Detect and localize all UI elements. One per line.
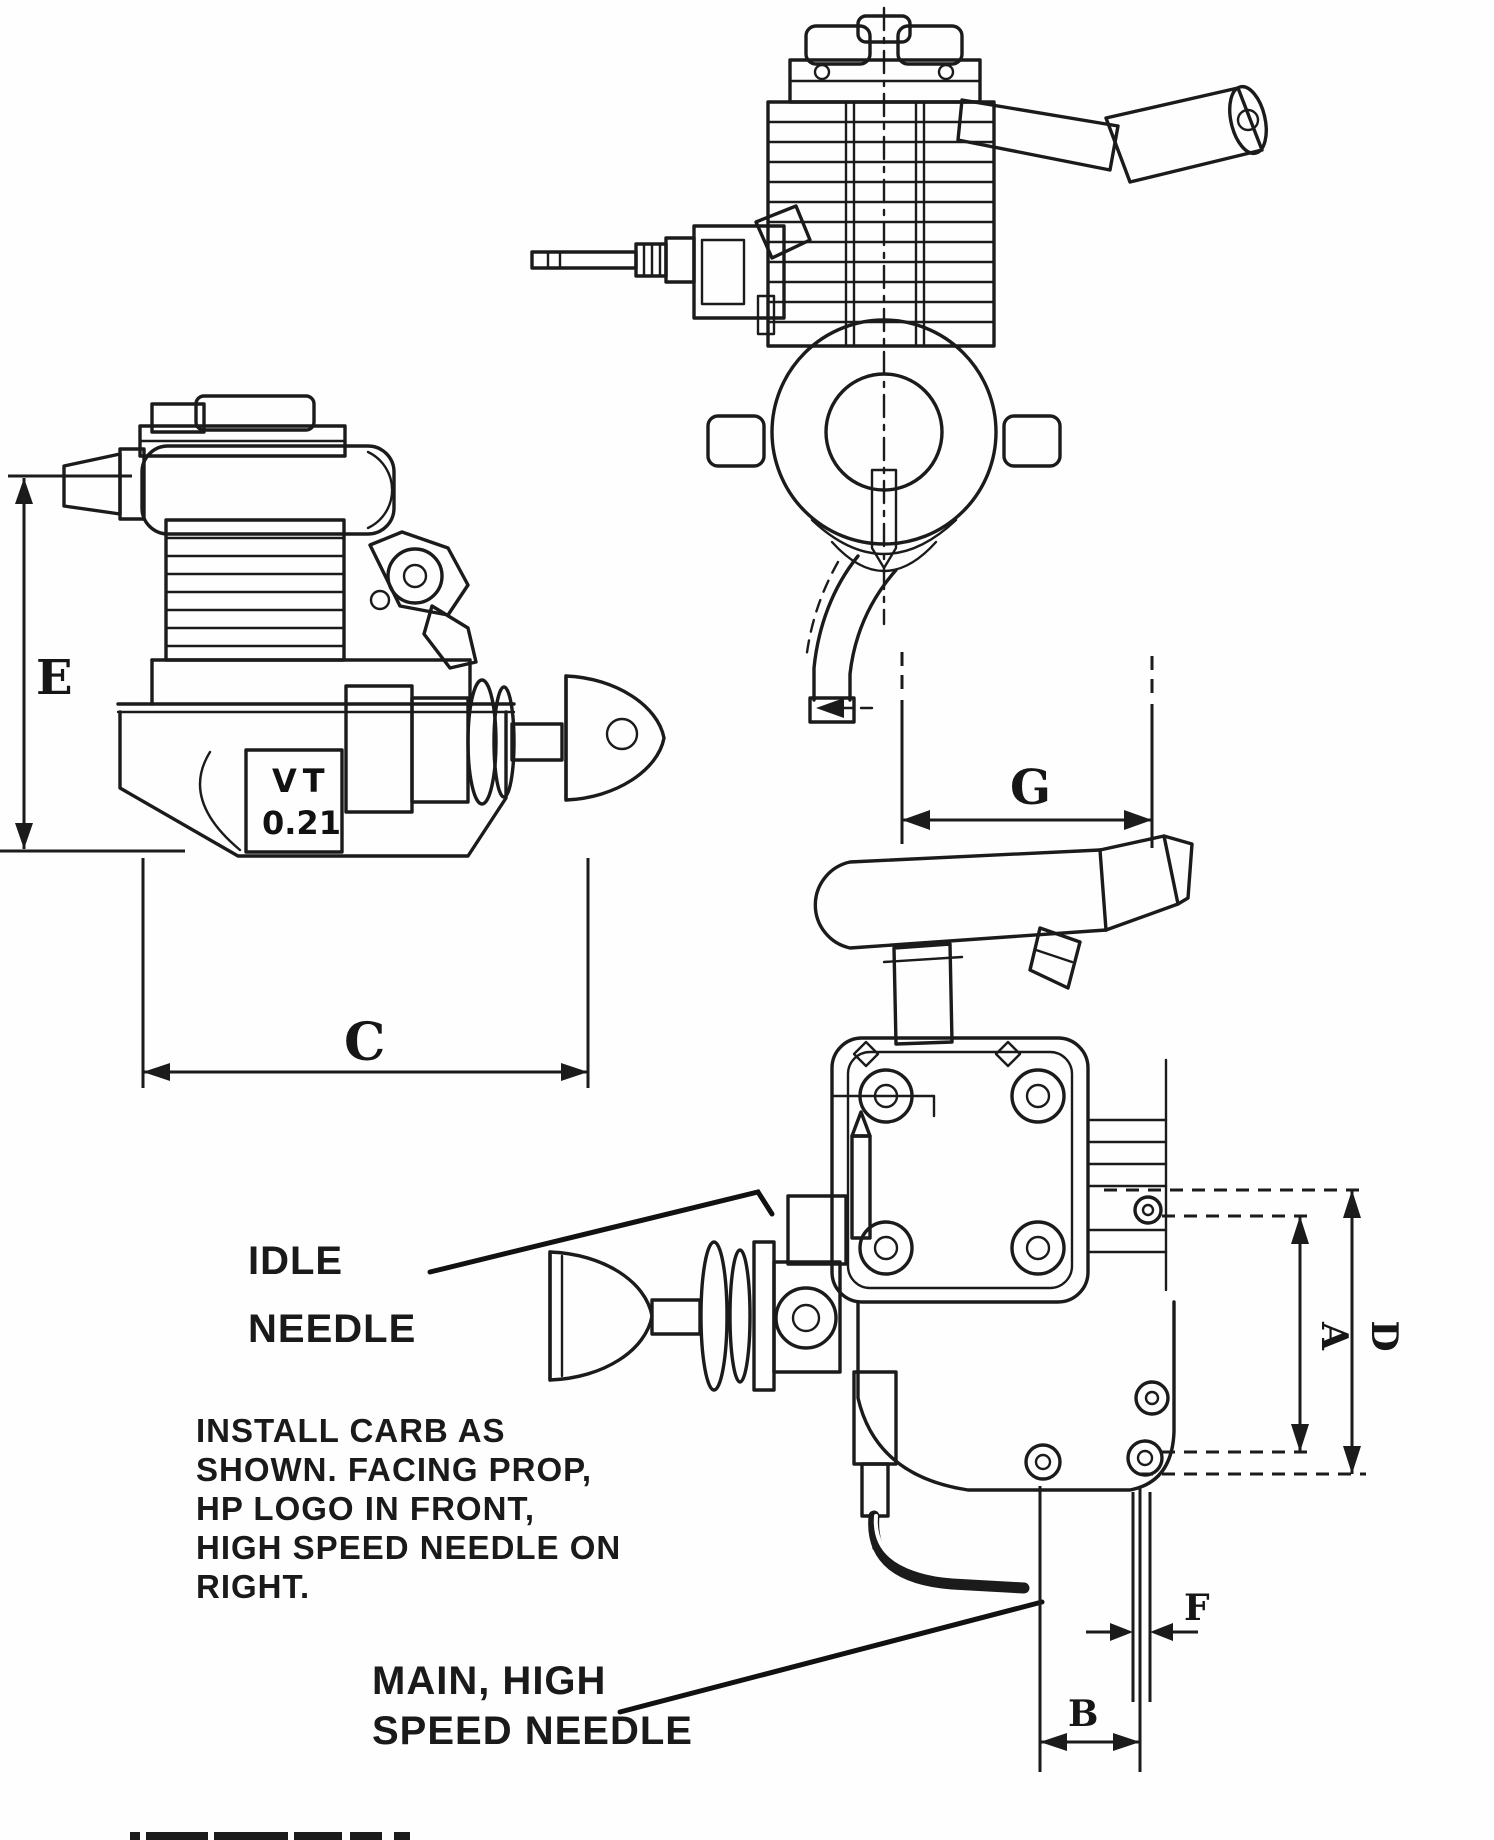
muffler-body: [1106, 88, 1262, 182]
main-needle-label-line2: SPEED NEEDLE: [372, 1709, 693, 1753]
install-note-line3: HP LOGO IN FRONT,: [196, 1490, 536, 1527]
idle-needle: [852, 1136, 870, 1238]
dimension-c: [143, 858, 588, 1088]
t-muffler: [815, 836, 1192, 1044]
exhaust-pipe: [806, 556, 896, 722]
dim-label-e: E: [36, 650, 73, 706]
dim-label-c: C: [344, 1012, 386, 1073]
muffler-outlet: [1224, 83, 1272, 157]
front-view: [532, 8, 1272, 848]
side-view: [0, 396, 664, 1088]
fin-lines: [166, 538, 344, 646]
flange-bolt: [1135, 1197, 1161, 1223]
dimension-f: [1086, 1492, 1210, 1702]
install-note-line1: INSTALL CARB AS: [196, 1412, 506, 1449]
dimension-a: [1162, 1216, 1355, 1452]
callouts: [196, 1239, 693, 1753]
crankcase-marking-line1: VT: [272, 762, 331, 800]
prop-spinner: [550, 1242, 750, 1390]
dim-label-g: G: [1010, 760, 1051, 816]
dimension-g: [902, 652, 1152, 848]
main-needle-leader: [620, 1602, 1042, 1712]
idle-needle-label-line1: IDLE: [248, 1239, 344, 1283]
dimension-d: [1104, 1190, 1405, 1474]
head-bolt: [939, 65, 953, 79]
install-note-line4: HIGH SPEED NEEDLE ON: [196, 1529, 622, 1566]
cutoff-text-fragment: [130, 1832, 410, 1840]
dim-label-b: B: [1068, 1693, 1099, 1735]
install-note-line5: RIGHT.: [196, 1568, 311, 1605]
mount-lug-left: [708, 416, 764, 466]
main-needle-label-line1: MAIN, HIGH: [372, 1659, 607, 1703]
spinner: [566, 676, 664, 800]
main-needle-body: [854, 1372, 896, 1464]
direction-arrow-icon: [816, 698, 844, 718]
cooling-fins: [166, 520, 344, 660]
carburetor-linkage: [370, 532, 476, 668]
dim-label-a: A: [1313, 1322, 1355, 1350]
crankcase-marking-line2: 0.21: [262, 804, 341, 842]
dim-label-d: D: [1363, 1320, 1405, 1352]
carburetor: [754, 1096, 1024, 1588]
dim-label-f: F: [1184, 1587, 1210, 1629]
head-bolt: [815, 65, 829, 79]
muffler-arm: [958, 100, 1118, 170]
idle-needle-leader: [430, 1192, 772, 1272]
idle-needle-label-line2: NEEDLE: [248, 1307, 417, 1351]
fin-lines: [1090, 1060, 1166, 1290]
crankcase: [118, 660, 514, 856]
crankcase-lower: [858, 1302, 1174, 1490]
mount-lug-right: [1004, 416, 1060, 466]
spinner-hole: [607, 719, 637, 749]
install-note-line2: SHOWN. FACING PROP,: [196, 1451, 593, 1488]
